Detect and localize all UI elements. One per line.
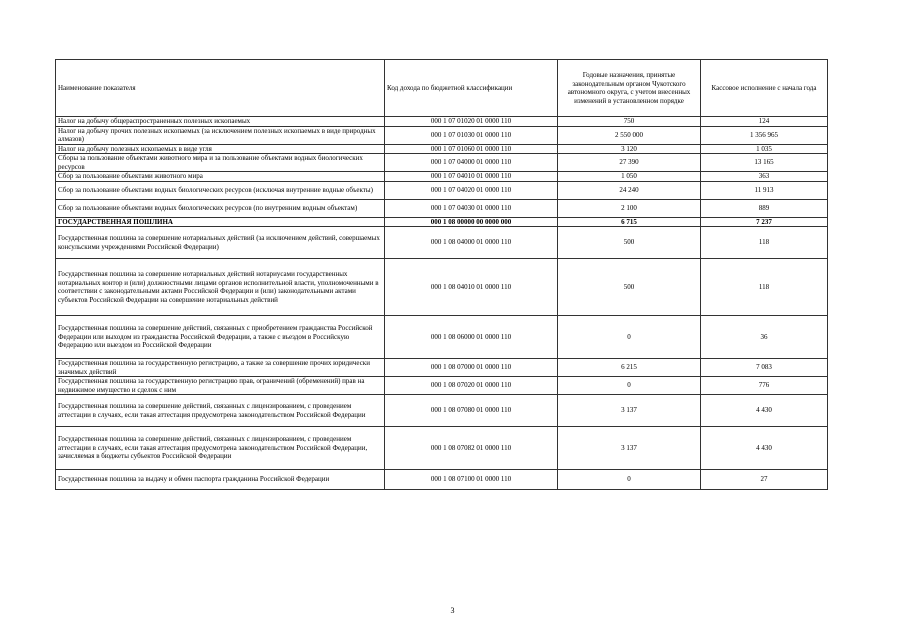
row-indicator-name: Государственная пошлина за совершение действий, связанных с лицензированием, с проведением аттестации в случаях, если такая аттестация предусмотрена законодательством Российской Федерации, зачисляемая в бюджеты субъектов Российской Федерации — [56, 427, 385, 470]
table-row — [56, 217, 828, 227]
row-budget-code: 000 1 07 01020 01 0000 110 — [385, 117, 558, 127]
row-budget-code: 000 1 08 07020 01 0000 110 — [385, 377, 558, 395]
table-row — [56, 172, 828, 182]
header-cash-execution: Кассовое исполнение с начала года — [701, 60, 828, 117]
table-row — [56, 199, 828, 217]
row-budget-code: 000 1 07 04030 01 0000 110 — [385, 199, 558, 217]
row-indicator-name: Сборы за пользование объектами животного мира и за пользование объектами водных биологических ресурсов — [56, 154, 385, 172]
row-annual-plan: 6 715 — [558, 217, 701, 227]
table-row — [56, 316, 828, 359]
row-indicator-name: Сбор за пользование объектами животного мира — [56, 172, 385, 182]
header-indicator-name: Наименование показателя — [56, 60, 385, 117]
row-annual-plan: 2 100 — [558, 199, 701, 217]
row-indicator-name: Государственная пошлина за совершение действий, связанных с приобретением гражданства Российской Федерации или выходом из гражданства Российской Федерации, а также с въездом в Российскую Федерацию или выездом из Российской Федерации — [56, 316, 385, 359]
header-annual-plan: Годовые назначения, принятые законодательным органом Чукотского автономного округа, с учетом внесенных изменений в установленном порядке — [558, 60, 701, 117]
row-budget-code: 000 1 07 04020 01 0000 110 — [385, 181, 558, 199]
row-annual-plan: 6 215 — [558, 359, 701, 377]
row-annual-plan: 1 050 — [558, 172, 701, 182]
row-cash-execution: 124 — [701, 117, 828, 127]
table-row — [56, 377, 828, 395]
table-row — [56, 395, 828, 427]
table-row — [56, 359, 828, 377]
row-budget-code: 000 1 08 04010 01 0000 110 — [385, 259, 558, 316]
revenue-table — [55, 59, 828, 490]
row-indicator-name: Сбор за пользование объектами водных биологических ресурсов (исключая внутренние водные объекты) — [56, 181, 385, 199]
row-indicator-name: Государственная пошлина за выдачу и обмен паспорта гражданина Российской Федерации — [56, 470, 385, 490]
row-annual-plan: 24 240 — [558, 181, 701, 199]
row-budget-code: 000 1 08 07100 01 0000 110 — [385, 470, 558, 490]
table-row — [56, 154, 828, 172]
row-indicator-name: Государственная пошлина за государственную регистрацию, а также за совершение прочих юридически значимых действий — [56, 359, 385, 377]
table-body — [56, 117, 828, 490]
row-cash-execution: 11 913 — [701, 181, 828, 199]
row-cash-execution: 118 — [701, 259, 828, 316]
row-indicator-name: Налог на добычу общераспространенных полезных ископаемых — [56, 117, 385, 127]
row-budget-code: 000 1 08 04000 01 0000 110 — [385, 227, 558, 259]
row-cash-execution: 4 430 — [701, 427, 828, 470]
row-cash-execution: 118 — [701, 227, 828, 259]
row-cash-execution: 889 — [701, 199, 828, 217]
row-budget-code: 000 1 07 01060 01 0000 110 — [385, 144, 558, 154]
row-budget-code: 000 1 08 06000 01 0000 110 — [385, 316, 558, 359]
row-indicator-name: Государственная пошлина за совершение нотариальных действий нотариусами государственных нотариальных контор и (или) должностными лицами органов исполнительной власти, уполномоченными в соответствии с законодательными актами Российской Федерации и (или) законодательными актами субъектов Российской Федерации на совершение нотариальных действий — [56, 259, 385, 316]
row-annual-plan: 3 120 — [558, 144, 701, 154]
row-annual-plan: 3 137 — [558, 395, 701, 427]
table-row — [56, 126, 828, 144]
row-cash-execution: 27 — [701, 470, 828, 490]
row-budget-code: 000 1 08 07080 01 0000 110 — [385, 395, 558, 427]
table-row — [56, 259, 828, 316]
row-cash-execution: 1 356 965 — [701, 126, 828, 144]
row-annual-plan: 27 390 — [558, 154, 701, 172]
table-row — [56, 144, 828, 154]
row-indicator-name: Налог на добычу прочих полезных ископаемых (за исключением полезных ископаемых в виде природных алмазов) — [56, 126, 385, 144]
row-annual-plan: 500 — [558, 227, 701, 259]
row-cash-execution: 7 237 — [701, 217, 828, 227]
row-indicator-name: Государственная пошлина за совершение действий, связанных с лицензированием, с проведением аттестации в случаях, если такая аттестация предусмотрена законодательством Российской Федерации — [56, 395, 385, 427]
header-budget-code: Код дохода по бюджетной классификации — [385, 60, 558, 117]
row-budget-code: 000 1 08 07082 01 0000 110 — [385, 427, 558, 470]
row-cash-execution: 13 165 — [701, 154, 828, 172]
row-indicator-name: Государственная пошлина за совершение нотариальных действий (за исключением действий, совершаемых консульскими учреждениями Российской Федерации) — [56, 227, 385, 259]
row-annual-plan: 750 — [558, 117, 701, 127]
row-annual-plan: 0 — [558, 316, 701, 359]
row-budget-code: 000 1 08 00000 00 0000 000 — [385, 217, 558, 227]
row-indicator-name: Сбор за пользование объектами водных биологических ресурсов (по внутренним водным объектам) — [56, 199, 385, 217]
row-cash-execution: 363 — [701, 172, 828, 182]
table-header-row — [56, 60, 828, 117]
table-row — [56, 227, 828, 259]
row-cash-execution: 4 430 — [701, 395, 828, 427]
table-row — [56, 181, 828, 199]
row-annual-plan: 0 — [558, 377, 701, 395]
table-row — [56, 117, 828, 127]
row-budget-code: 000 1 07 01030 01 0000 110 — [385, 126, 558, 144]
row-annual-plan: 2 550 000 — [558, 126, 701, 144]
row-indicator-name: ГОСУДАРСТВЕННАЯ ПОШЛИНА — [56, 217, 385, 227]
table-row — [56, 470, 828, 490]
row-cash-execution: 776 — [701, 377, 828, 395]
row-cash-execution: 1 035 — [701, 144, 828, 154]
row-cash-execution: 36 — [701, 316, 828, 359]
row-indicator-name: Государственная пошлина за государственную регистрацию прав, ограничений (обременений) прав на недвижимое имущество и сделок с ним — [56, 377, 385, 395]
row-annual-plan: 0 — [558, 470, 701, 490]
table-row — [56, 427, 828, 470]
row-cash-execution: 7 083 — [701, 359, 828, 377]
page-number: 3 — [450, 606, 455, 615]
row-annual-plan: 3 137 — [558, 427, 701, 470]
row-budget-code: 000 1 07 04010 01 0000 110 — [385, 172, 558, 182]
row-budget-code: 000 1 07 04000 01 0000 110 — [385, 154, 558, 172]
row-budget-code: 000 1 08 07000 01 0000 110 — [385, 359, 558, 377]
row-annual-plan: 500 — [558, 259, 701, 316]
row-indicator-name: Налог на добычу полезных ископаемых в виде угля — [56, 144, 385, 154]
